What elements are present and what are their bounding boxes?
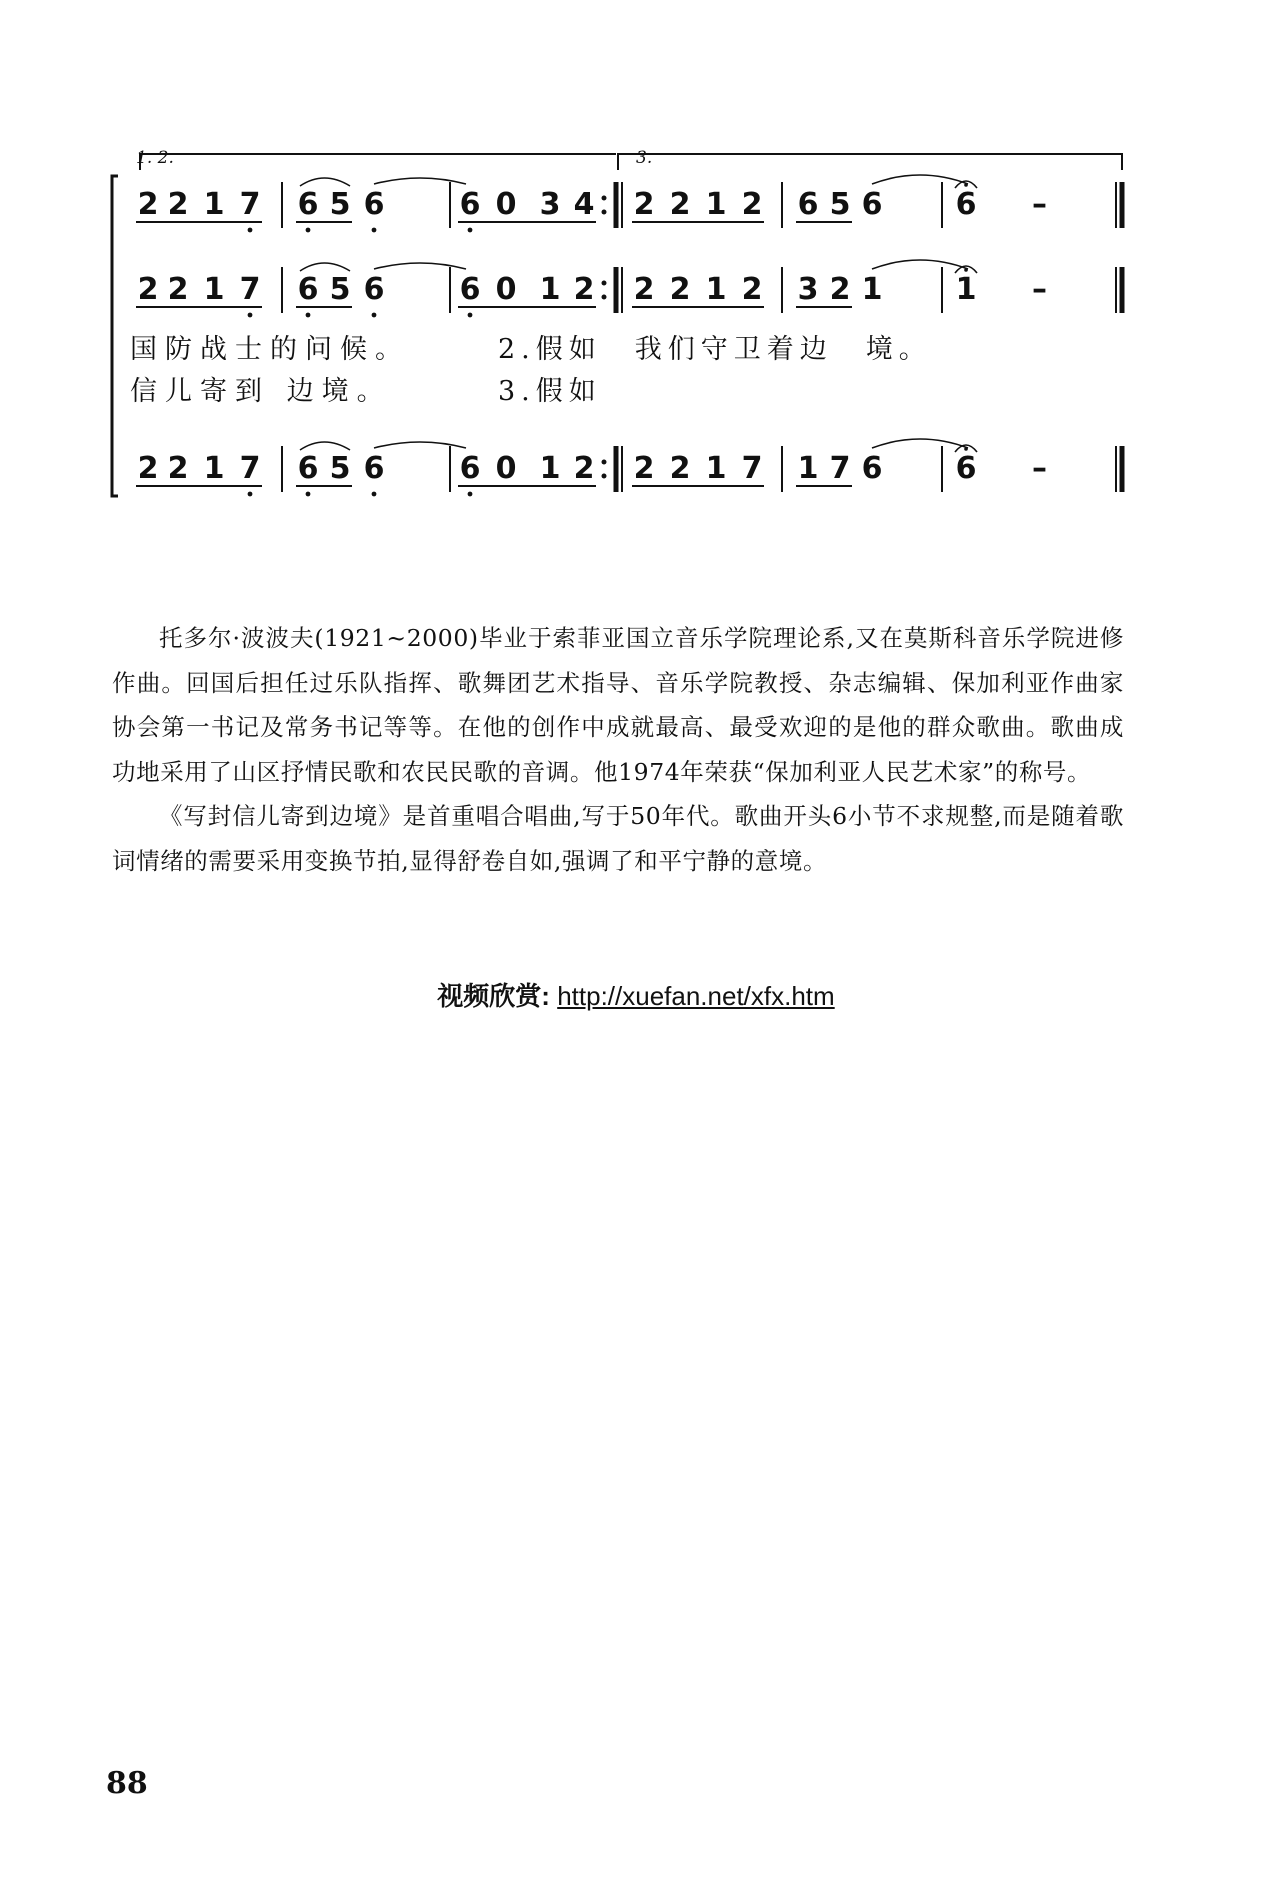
score-note: 4: [573, 187, 595, 222]
score-note: 1: [203, 451, 225, 486]
score-note: 1: [539, 451, 561, 486]
tie: [872, 175, 968, 184]
score-note: 6: [363, 187, 385, 222]
score-note: 1: [203, 187, 225, 222]
volta-3-bracket: [618, 154, 1122, 170]
score-row-part3: [0, 451, 1272, 534]
score-note: 6: [297, 451, 319, 486]
score-note: 6: [459, 272, 481, 307]
score-note: 0: [495, 272, 517, 307]
score-note: 2: [829, 272, 851, 307]
volta-3-label: 3.: [636, 148, 653, 168]
score-note: 1: [955, 272, 977, 307]
score-note: 6: [459, 451, 481, 486]
tie: [374, 442, 466, 448]
score-note: 6: [297, 272, 319, 307]
lyric-line1-right: 2.假如 我们守卫着边 境。: [498, 334, 932, 365]
score-note: 1: [705, 272, 727, 307]
paragraph-biography: 托多尔·波波夫(1921~2000)毕业于索菲亚国立音乐学院理论系,又在莫斯科音乐学院进修作曲。回国后担任过乐队指挥、歌舞团艺术指导、音乐学院教授、杂志编辑、保加利亚作曲家协会第一书记及常务书记等等。在他的创作中成就最高、最受欢迎的是他的群众歌曲。歌曲成功地采用了山区抒情民歌和农民民歌的音调。他1974年荣获“保加利亚人民艺术家”的称号。: [112, 624, 1124, 786]
score-note: 2: [669, 272, 691, 307]
score-note: 2: [741, 272, 763, 307]
score-note: 6: [861, 451, 883, 486]
score-note: 6: [861, 187, 883, 222]
score-note: –: [1032, 451, 1047, 486]
score-note: 2: [669, 187, 691, 222]
score-note: 1: [861, 272, 883, 307]
score-note: 7: [741, 451, 763, 486]
score-note: 6: [797, 187, 819, 222]
tie: [374, 178, 466, 184]
score-note: 1: [797, 451, 819, 486]
score-note: 5: [329, 272, 351, 307]
score-note: –: [1032, 187, 1047, 222]
music-score: [0, 0, 1272, 520]
score-note: 6: [955, 187, 977, 222]
tie: [872, 439, 968, 448]
score-note: 6: [363, 451, 385, 486]
volta-1-2-label: 1. 2.: [136, 148, 174, 168]
score-note: 5: [829, 187, 851, 222]
score-note: 7: [239, 272, 261, 307]
description-text: [112, 616, 1124, 883]
lyric-line2-right: 3.假如: [498, 376, 602, 407]
score-note: 1: [705, 451, 727, 486]
score-note: 2: [633, 187, 655, 222]
score-note: 2: [137, 187, 159, 222]
score-note: 6: [297, 187, 319, 222]
video-url-link[interactable]: http://xuefan.net/xfx.htm: [557, 981, 835, 1011]
video-label: 视频欣赏:: [437, 981, 550, 1011]
score-note: 0: [495, 187, 517, 222]
score-note: 2: [633, 451, 655, 486]
score-note: 6: [363, 272, 385, 307]
score-note: 0: [495, 451, 517, 486]
score-note: 1: [705, 187, 727, 222]
score-note: –: [1032, 272, 1047, 307]
score-note: 5: [329, 187, 351, 222]
score-note: 7: [239, 451, 261, 486]
score-note: 6: [955, 451, 977, 486]
score-note: 1: [203, 272, 225, 307]
score-note: 5: [329, 451, 351, 486]
slur: [300, 442, 350, 450]
score-note: 2: [167, 187, 189, 222]
score-note: 2: [573, 451, 595, 486]
score-note: 2: [573, 272, 595, 307]
score-note: 2: [741, 187, 763, 222]
page-number: 88: [106, 1766, 148, 1801]
video-link-line: [0, 976, 1272, 1013]
score-note: 2: [167, 451, 189, 486]
score-note: 2: [669, 451, 691, 486]
score-note: 2: [137, 451, 159, 486]
lyric-line2-left: 信儿寄到 边境。: [130, 376, 392, 407]
score-note: 3: [539, 187, 561, 222]
volta-1-2-bracket: [140, 154, 616, 170]
score-note: 7: [829, 451, 851, 486]
score-note: 7: [239, 187, 261, 222]
paragraph-song-note: 《写封信儿寄到边境》是首重唱合唱曲,写于50年代。歌曲开头6小节不求规整,而是随着歌词情绪的需要采用变换节拍,显得舒卷自如,强调了和平宁静的意境。: [112, 802, 1124, 875]
score-note: 2: [137, 272, 159, 307]
score-note: 2: [167, 272, 189, 307]
lyric-line1-left: 国防战士的问候。: [130, 334, 410, 365]
score-note: 6: [459, 187, 481, 222]
score-note: 3: [797, 272, 819, 307]
score-note: 1: [539, 272, 561, 307]
score-row-part1: [0, 187, 1272, 270]
slur: [300, 178, 350, 186]
score-note: 2: [633, 272, 655, 307]
